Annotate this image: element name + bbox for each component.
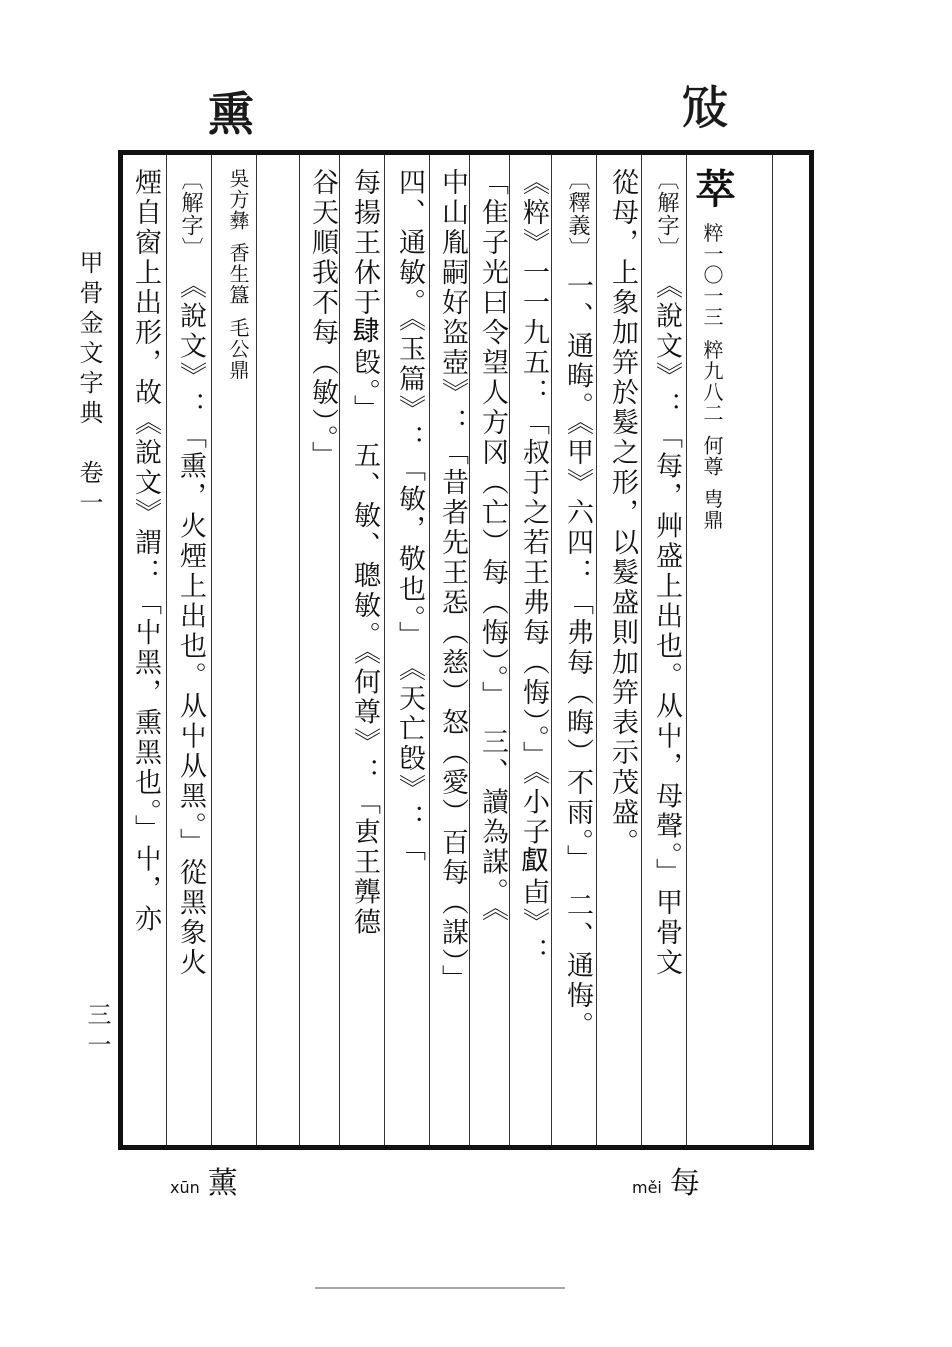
section-tag-jiezi: 〔解字〕 [178,168,203,260]
text-column [304,168,340,471]
text-column [346,168,382,938]
section-tag-jiezi: 〔解字〕 [654,168,679,260]
column-rule [641,155,642,1145]
column-text: 從母，上象加笄於髮之形，以髮盛則加笄表示茂盛。 [607,168,638,858]
text-column [434,168,470,995]
form-source: 㽕鼎 [700,488,724,531]
column-rule [384,155,385,1145]
column-text: 中山胤嗣好盗壺》：「昔者先王㤅（慈）怒（愛）百每（謀）」 [437,168,468,995]
headword: 每 [669,1166,700,1201]
form-source: 香生簋 [226,242,250,306]
column-text: 煙自窗上出形，故《說文》謂：「屮黑，熏黑也。」屮，亦 [130,168,161,935]
form-source: 毛公鼎 [226,317,250,381]
column-rule [256,155,257,1145]
seal-character-mei: 𢼀 [682,81,728,135]
column-text: 《說文》：「熏，火煙上出也。从屮从黑。」從黑象火 [175,271,206,979]
column-rule [211,155,212,1145]
column-text: 《粹》一一九五：「叔于之若王弗每（悔）。」《小子𠭯卣》： [518,168,549,968]
form-source: 粹九八二 [700,339,724,424]
text-column [604,168,640,858]
forms-column-xun [220,168,256,380]
text-column [515,168,551,968]
text-column [391,168,427,864]
form-source: 吳方彝 [226,168,250,231]
column-text: 「隹子光曰令望人方冈（亡）每（悔）。」 三、讀為謀。《 [477,168,508,924]
column-rule [772,155,773,1145]
scan-mark [315,1287,565,1289]
text-column [127,168,163,935]
text-column [559,168,595,1041]
entry-heading-xun [170,1158,238,1202]
forms-column-mei [689,168,736,531]
pinyin-label: xūn [170,1178,200,1197]
pinyin-label: měi [632,1178,662,1197]
seal-character-xun: 熏 [208,87,254,141]
text-column [172,168,208,978]
column-rule [686,155,687,1145]
column-rule [429,155,430,1145]
page-number: 三一 [83,1002,111,1062]
column-rule [551,155,552,1145]
section-tag-shiyi: 〔釋義〕 [565,168,590,260]
column-rule [299,155,300,1145]
form-source: 何尊 [700,434,724,477]
text-column [474,168,510,924]
column-text: 谷天順我不每（敏）。」 [307,168,338,471]
column-text: 一、通晦。《甲》六四：「弗每（晦）不雨。」 二、通悔。 [562,271,593,1042]
form-glyph: 萃 [689,168,736,211]
book-title: 甲骨金文字典 卷一 [75,250,103,520]
column-text: 每揚王休于𨽸𣪘。」 五、敏、聰敏。《何尊》：「叀王龏德 [349,168,380,938]
text-column [648,168,684,978]
form-source: 粹一〇一三 [700,222,724,328]
column-text: 四、通敏。《玉篇》：「敏，敬也。」 《天亡𣪘》：「 [394,168,425,864]
column-rule [166,155,167,1145]
column-text: 《說文》：「每，艸盛上出也。从屮，母聲。」甲骨文 [651,271,682,979]
headword: 薰 [207,1166,238,1201]
column-rule [596,155,597,1145]
entry-heading-mei [632,1158,700,1202]
